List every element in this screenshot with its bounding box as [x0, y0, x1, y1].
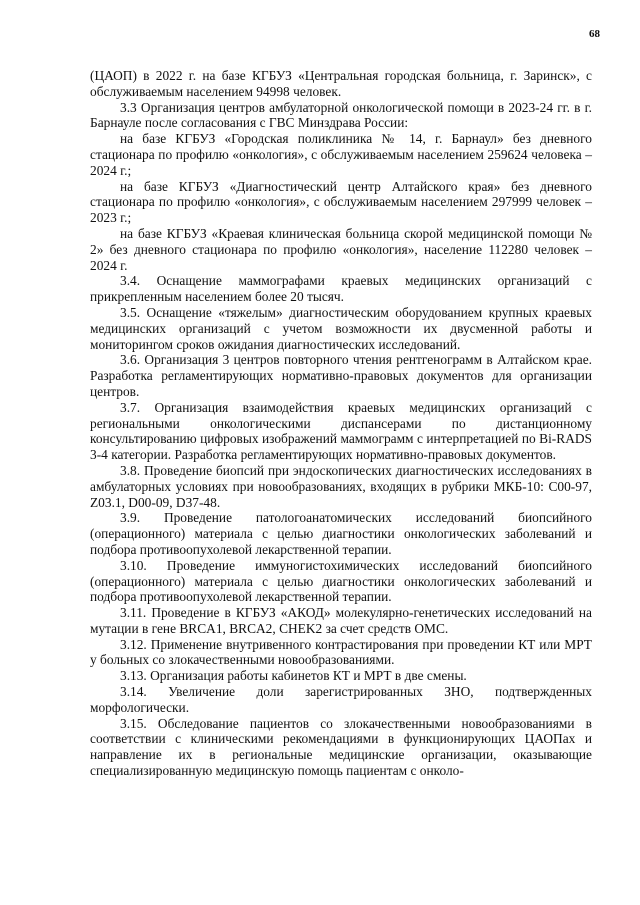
paragraph: на базе КГБУЗ «Диагностический центр Алтайского края» без дневного стационара по профилю «онкология», с обслуживаемым населением 297999 человек – 2023 г.; [90, 178, 592, 226]
paragraph: 3.11. Проведение в КГБУЗ «АКОД» молекулярно-генетических исследований на мутации в гене BRCA1, BRCA2, CHEK2 за счет средств ОМС. [90, 605, 592, 636]
paragraph: 3.6. Организация 3 центров повторного чтения рентгенограмм в Алтайском крае. Разработка регламентирующих нормативно-правовых документов для организации центров. [90, 352, 592, 399]
document-body [90, 68, 592, 779]
paragraph: 3.8. Проведение биопсий при эндоскопических диагностических исследованиях в амбулаторных условиях при новообразованиях, входящих в рубрики МКБ-10: С00-97, Z03.1, D00-09, D37-48. [90, 462, 592, 510]
paragraph: 3.14. Увеличение доли зарегистрированных ЗНО, подтвержденных морфологически. [90, 684, 592, 715]
paragraph: 3.9. Проведение патологоанатомических исследований биопсийного (операционного) материала с целью диагностики онкологических заболеваний и подбора противоопухолевой лекарственной терапии. [90, 510, 592, 557]
paragraph: 3.10. Проведение иммуногистохимических исследований биопсийного (операционного) материала с целью диагностики онкологических заболеваний и подбора противоопухолевой лекарственной терапии. [90, 557, 592, 605]
paragraph: (ЦАОП) в 2022 г. на базе КГБУЗ «Центральная городская больница, г. Заринск», с обслуживаемым населением 94998 человек. [90, 68, 592, 99]
paragraph: на базе КГБУЗ «Городская поликлиника № 14, г. Барнаул» без дневного стационара по профилю «онкология», с обслуживаемым населением 259624 человека – 2024 г.; [90, 131, 592, 178]
paragraph: 3.3 Организация центров амбулаторной онкологической помощи в 2023-24 гг. в г. Барнауле после согласования с ГВС Минздрава России: [90, 99, 592, 131]
page-number: 68 [589, 28, 600, 40]
paragraph: 3.7. Организация взаимодействия краевых медицинских организаций с региональными онкологическими диспансерами по дистанционному консультированию цифровых изображений маммограмм с интерпретацией по Bi-RADS 3-4 категории. Разработка регламентирующих нормативно-правовых документов. [90, 399, 592, 463]
paragraph: 3.15. Обследование пациентов со злокачественными новообразованиями в соответствии с клиническими рекомендациями в функционирующих ЦАОПах и направление их в региональные медицинские организации, оказывающие специализированную медицинскую помощь пациентам с онколо- [90, 715, 592, 779]
paragraph: 3.5. Оснащение «тяжелым» диагностическим оборудованием крупных краевых медицинских организаций с учетом возможности их двусменной работы и мониторингом сроков ожидания диагностических исследований. [90, 304, 592, 352]
paragraph: 3.13. Организация работы кабинетов КТ и МРТ в две смены. [120, 668, 467, 684]
paragraph: на базе КГБУЗ «Краевая клиническая больница скорой медицинской помощи № 2» без дневного стационара по профилю «онкология», население 112280 человек – 2024 г. [90, 225, 592, 273]
paragraph: 3.4. Оснащение маммографами краевых медицинских организаций с прикрепленным населением более 20 тысяч. [90, 273, 592, 305]
paragraph: 3.12. Применение внутривенного контрастирования при проведении КТ или МРТ у больных со злокачественными новообразованиями. [90, 636, 592, 668]
